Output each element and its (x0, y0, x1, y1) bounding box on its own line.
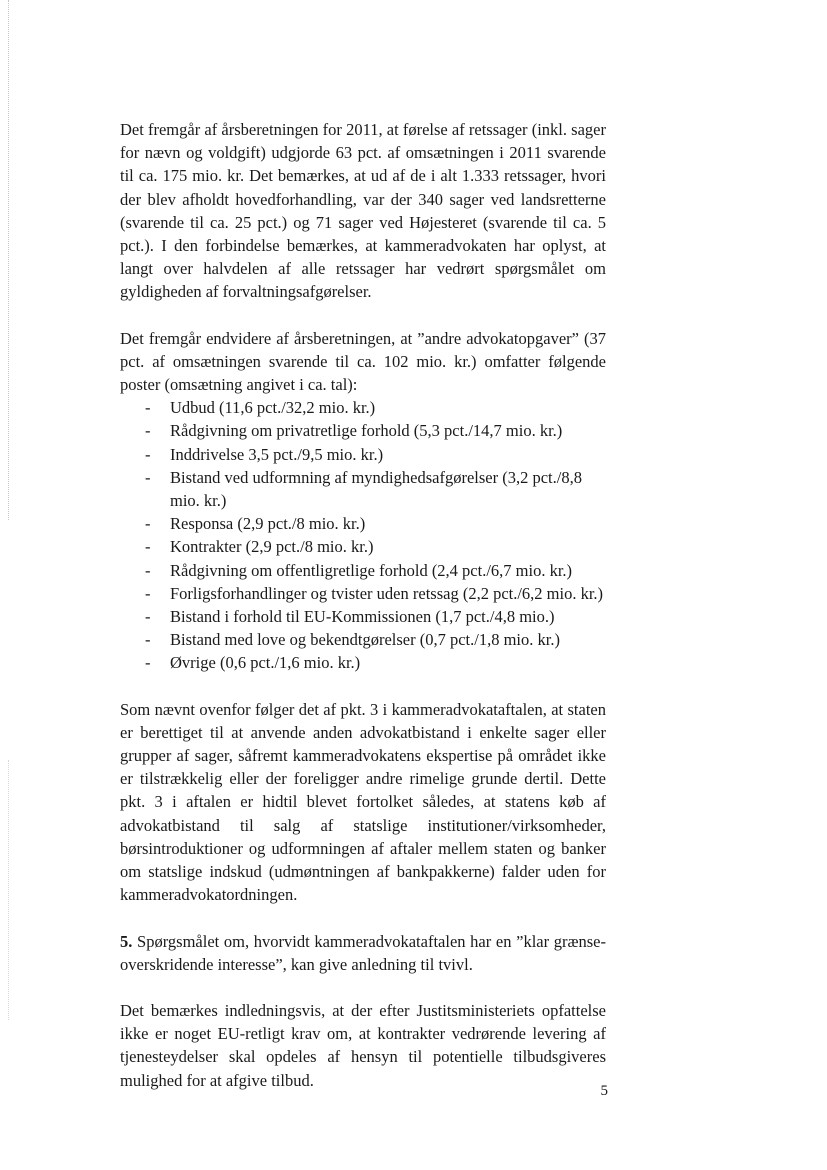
list-dash: - (145, 537, 151, 557)
list-item (120, 535, 606, 558)
paragraph-gap (120, 976, 606, 999)
list-item (120, 512, 606, 535)
paragraph-retssager: Det fremgår af årsberetningen for 2011, at førelse af retssager (inkl. sager for nævn og voldgift) udgjorde 63 pct. af omsætningen i 2011 svarende til ca. 175 mio. kr. Det bemærkes, at ud af de i alt 1.333 retssager, hvori der blev afholdt hovedforhandling, var der 340 sager ved landsretterne (svarende til ca. 25 pct.) og 71 sager ved Højesteret (svarende til ca. 5 pct.). I den forbindelse bemærkes, at kammeradvokaten har oplyst, at langt over halvdelen af alle retssager har vedrørt spørgsmålet om gyldigheden af forvaltningsafgørelser. (120, 120, 606, 302)
section-5-text: Spørgsmålet om, hvorvidt kammeradvokataftalen har en ”klar grænseoverskridende interesse”, kan give anledning til tvivl. (120, 931, 607, 974)
list-item-text: Bistand ved udformning af myndighedsafgørelser (3,2 pct./8,8 mio. kr.) (170, 467, 582, 511)
paragraph-indledningsvis: Det bemærkes indledningsvis, at der efter Justitsministeriets opfattelse ikke er noget EU-retligt krav om, at kontrakter vedrørende levering af tjenesteydelser skal opdeles af hensyn til potentielle tilbudsgiveres mulighed for at afgive tilbud. (120, 1000, 606, 1090)
scan-edge-line (8, 760, 9, 1020)
paragraph-gap (120, 675, 606, 698)
scan-edge-line (8, 0, 9, 520)
list-item (120, 559, 606, 582)
list-item (120, 466, 606, 512)
paragraph-gap (120, 304, 606, 327)
list-item (120, 443, 606, 466)
list-item (120, 396, 606, 419)
revenue-breakdown-list (120, 396, 606, 674)
list-item-text: Rådgivning om offentligretlige forhold (2,4 pct./6,7 mio. kr.) (170, 560, 573, 580)
list-dash: - (145, 653, 151, 673)
list-dash: - (145, 421, 151, 441)
list-item-text: Inddrivelse 3,5 pct./9,5 mio. kr.) (170, 444, 384, 464)
list-item-text: Bistand med love og bekendtgørelser (0,7 pct./1,8 mio. kr.) (170, 630, 560, 650)
list-item (120, 605, 606, 628)
list-item-text: Bistand i forhold til EU-Kommissionen (1,7 pct./4,8 mio.) (170, 607, 555, 627)
paragraph-pkt-3: Som nævnt ovenfor følger det af pkt. 3 i kammeradvokataftalen, at staten er berettiget til at anvende anden advokatbistand i enkelte sager eller grupper af sager, såfremt kammeradvokatens ekspertise på området ikke er tilstrækkelig eller der foreligger andre rimelige grunde dertil. Dette pkt. 3 i aftalen er hidtil blevet fortolket således, at statens køb af advokatbistand til salg af statslige institutioner/virksomheder, børsintroduktioner og udformningen af aftaler mellem staten og banker om statslige indskud (udmøntningen af bankpakkerne) falder uden for kammeradvokatordningen. (120, 699, 606, 905)
list-dash: - (145, 514, 151, 534)
list-item-text: Øvrige (0,6 pct./1,6 mio. kr.) (170, 653, 361, 673)
paragraph-andre-advokatopgaver: Det fremgår endvidere af årsberetningen, at ”andre advokatopgaver” (37 pct. af omsætningen svarende til ca. 102 mio. kr.) omfatter følgende poster (omsætning angivet i ca. tal): (120, 328, 606, 395)
list-item (120, 419, 606, 442)
list-item-text: Responsa (2,9 pct./8 mio. kr.) (170, 514, 366, 534)
list-dash: - (145, 607, 151, 627)
list-item-text: Rådgivning om privatretlige forhold (5,3 pct./14,7 mio. kr.) (170, 421, 563, 441)
list-dash: - (145, 444, 151, 464)
paragraph-section-5 (120, 930, 606, 976)
list-item-text: Udbud (11,6 pct./32,2 mio. kr.) (170, 398, 376, 418)
paragraph-gap (120, 907, 606, 930)
page-number: 5 (600, 1083, 608, 1099)
list-dash: - (145, 398, 151, 418)
section-number: 5. (120, 931, 133, 951)
list-dash: - (145, 560, 151, 580)
list-item (120, 651, 606, 674)
list-item (120, 628, 606, 651)
page-body (120, 118, 606, 1092)
list-item (120, 582, 606, 605)
list-dash: - (145, 467, 151, 487)
list-item-text: Kontrakter (2,9 pct./8 mio. kr.) (170, 537, 374, 557)
list-dash: - (145, 630, 151, 650)
list-dash: - (145, 583, 151, 603)
list-item-text: Forligsforhandlinger og tvister uden retssag (2,2 pct./6,2 mio. kr.) (170, 583, 604, 603)
